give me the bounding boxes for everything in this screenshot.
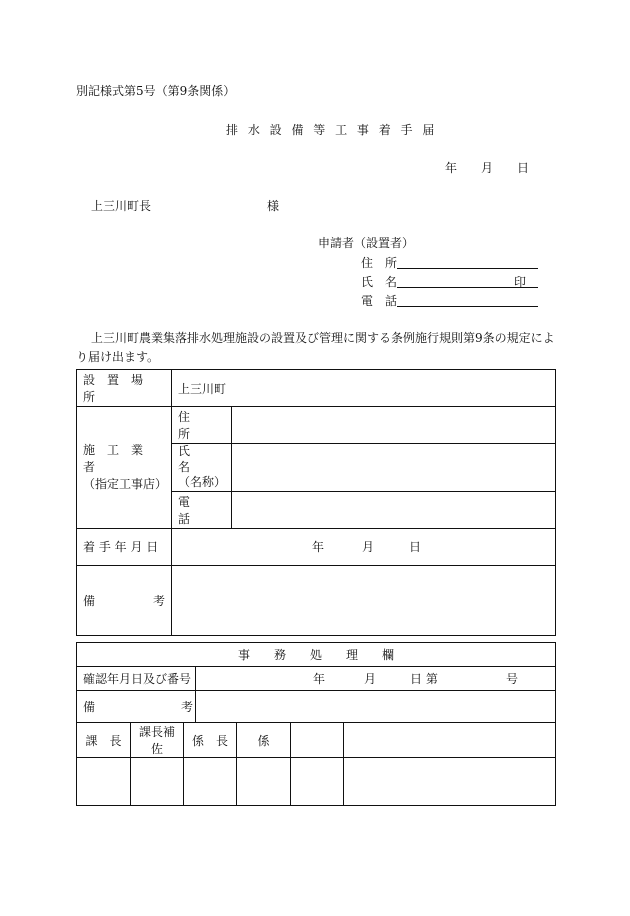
main-table bbox=[76, 369, 556, 636]
office-remarks-divider bbox=[195, 691, 196, 722]
confirm-year: 年 bbox=[313, 672, 326, 686]
form-title: 排 水 設 備 等 工 事 着 手 届 bbox=[226, 123, 438, 137]
remarks-label-b: 考 bbox=[152, 593, 165, 608]
confirm-month: 月 bbox=[364, 672, 377, 686]
confirm-divider bbox=[195, 667, 196, 690]
office-remarks-label-a: 備 bbox=[83, 700, 96, 714]
honorific: 様 bbox=[267, 199, 280, 213]
contractor-name-label-1: 氏 名 bbox=[178, 444, 215, 474]
start-month: 月 bbox=[362, 539, 375, 554]
contractor-name-label-2: （名称） bbox=[178, 475, 227, 490]
contractor-label-2: （指定工事店） bbox=[83, 476, 168, 491]
contractor-name-label bbox=[172, 444, 232, 492]
addressee: 上三川町長 bbox=[91, 199, 152, 213]
date-year: 年 bbox=[445, 161, 458, 175]
approver-label-section-chief: 課 長 bbox=[77, 723, 131, 758]
body-text-line1: 上三川町農業集落排水処理施設の設置及び管理に関する条例施行規則第9条の規定によ bbox=[91, 331, 555, 345]
approver-label-staff: 係 bbox=[237, 723, 291, 758]
confirm-row bbox=[77, 667, 556, 691]
form-number: 別記様式第5号（第9条関係） bbox=[76, 84, 236, 98]
location-label: 設 置 場 所 bbox=[77, 370, 172, 407]
date-month: 月 bbox=[481, 161, 494, 175]
office-table bbox=[76, 642, 556, 806]
seal-mark: 印 bbox=[514, 275, 527, 289]
confirm-label: 確認年月日及び番号 bbox=[83, 672, 192, 686]
approver-label-deputy-chief: 課長補佐 bbox=[131, 723, 184, 758]
applicant-name-label: 氏 名 bbox=[361, 275, 398, 289]
contractor-phone-label: 電 話 bbox=[172, 491, 232, 528]
office-header: 事 務 処 理 欄 bbox=[77, 643, 556, 667]
applicant-address-line[interactable] bbox=[397, 268, 538, 269]
start-date-field[interactable] bbox=[172, 528, 556, 565]
contractor-name-field[interactable] bbox=[232, 444, 556, 492]
approver-label-blank-2 bbox=[344, 723, 556, 758]
remarks-field[interactable] bbox=[172, 565, 556, 635]
stamp-box-deputy-chief[interactable] bbox=[131, 758, 184, 806]
approver-label-blank-1 bbox=[291, 723, 344, 758]
contractor-label bbox=[77, 407, 172, 529]
stamp-box-blank-2[interactable] bbox=[344, 758, 556, 806]
confirm-day-no: 日 第 bbox=[410, 672, 438, 686]
location-value[interactable]: 上三川町 bbox=[172, 370, 556, 407]
applicant-phone-line[interactable] bbox=[397, 306, 538, 307]
start-year: 年 bbox=[312, 539, 325, 554]
approver-label-subsection-chief: 係 長 bbox=[184, 723, 237, 758]
stamp-box-section-chief[interactable] bbox=[77, 758, 131, 806]
stamp-box-blank-1[interactable] bbox=[291, 758, 344, 806]
date-day: 日 bbox=[517, 161, 530, 175]
applicant-heading: 申請者（設置者） bbox=[318, 236, 415, 250]
contractor-label-1: 施 工 業 者 bbox=[83, 443, 156, 474]
confirm-number: 号 bbox=[506, 672, 519, 686]
applicant-phone-label: 電 話 bbox=[361, 294, 398, 308]
stamp-box-subsection-chief[interactable] bbox=[184, 758, 237, 806]
remarks-label bbox=[77, 565, 172, 635]
contractor-phone-field[interactable] bbox=[232, 491, 556, 528]
stamp-box-staff[interactable] bbox=[237, 758, 291, 806]
remarks-label-a: 備 bbox=[83, 593, 96, 608]
start-date-label: 着 手 年 月 日 bbox=[77, 528, 172, 565]
body-text-line2: り届け出ます。 bbox=[76, 350, 160, 364]
contractor-address-label: 住 所 bbox=[172, 407, 232, 444]
office-remarks-row[interactable] bbox=[77, 691, 556, 723]
start-day: 日 bbox=[409, 539, 422, 554]
office-remarks-label-b: 考 bbox=[181, 700, 194, 714]
contractor-address-field[interactable] bbox=[232, 407, 556, 444]
applicant-address-label: 住 所 bbox=[361, 256, 398, 270]
